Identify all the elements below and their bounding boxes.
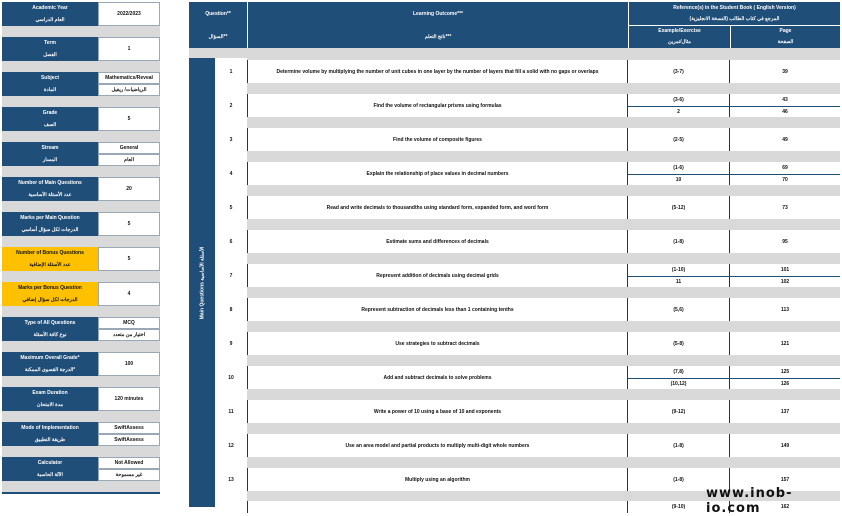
info-value: MCQ (98, 317, 160, 329)
info-label-ar: الفصل (2, 49, 98, 61)
info-row (2, 177, 160, 201)
question-number: 11 (228, 408, 234, 415)
table-row (229, 298, 840, 321)
table-row (229, 128, 840, 151)
example-exercise: (2-5) (628, 128, 730, 151)
question-number: 1 (229, 68, 233, 75)
example-exercise: 10 (628, 175, 730, 186)
learning-outcome: Estimate sums and differences of decimals (247, 230, 628, 253)
info-value-secondary: الرياضيات/ ريفيل (98, 84, 160, 96)
page-number: 157 (780, 476, 790, 483)
example-exercise: (5,6) (628, 298, 730, 321)
info-row (2, 37, 160, 61)
example-exercise: (7,8) (628, 366, 730, 378)
table-row (229, 264, 840, 287)
header-example-ar: مثال/تمرين (628, 36, 730, 48)
info-label-ar: عدد الأسئلة الأساسية (2, 189, 98, 201)
info-label-en: Maximum Overall Grade* (2, 352, 98, 364)
reference-entry (628, 94, 840, 106)
info-value: 100 (98, 352, 160, 376)
table-row (228, 366, 840, 389)
example-exercise: (9-10) (628, 501, 730, 513)
learning-outcome: Use strategies to subtract decimals (247, 332, 628, 355)
table-row (229, 60, 840, 83)
table-row (229, 332, 840, 355)
question-number: 12 (228, 442, 234, 449)
reference-entry (628, 60, 840, 83)
info-row (2, 212, 160, 236)
page-number: 162 (780, 504, 790, 510)
reference-entry (628, 162, 840, 174)
example-exercise: (1-6) (628, 162, 730, 174)
info-row (2, 457, 160, 481)
header-outcome-en: Learning Outcome*** (247, 2, 628, 25)
question-number: 6 (229, 238, 233, 245)
info-label-en: Number of Bonus Questions (2, 247, 98, 259)
header-outcome-ar: ناتج التعلم*** (247, 25, 628, 48)
question-number: 8 (229, 306, 233, 313)
info-value: 2022/2023 (98, 2, 160, 26)
info-label-en: Exam Duration (2, 387, 98, 399)
info-label-en: Calculator (2, 457, 98, 469)
info-label-ar: الدرجات لكل سؤال إضافي (2, 294, 98, 306)
reference-entry (628, 276, 840, 288)
reference-entry (628, 106, 840, 118)
reference-entry (628, 230, 840, 253)
learning-outcome (247, 501, 628, 513)
info-value: 5 (98, 107, 160, 131)
watermark: www.inob-io.com (706, 486, 793, 516)
learning-outcome: Multiply using an algorithm (247, 468, 628, 491)
reference-entry (628, 264, 840, 276)
table-row (229, 196, 840, 219)
reference-entry (628, 196, 840, 219)
info-row (2, 387, 160, 411)
learning-outcome: Read and write decimals to thousandths using standard form, expanded form, and word form (247, 196, 628, 219)
info-label-en: Stream (2, 142, 98, 154)
table-row (229, 230, 840, 253)
page-number: 121 (780, 340, 790, 347)
info-label-en: Number of Main Questions (2, 177, 98, 189)
info-value-secondary: SwiftAssess (98, 434, 160, 446)
info-label-ar: الدرجة القصوى الممكنة* (2, 364, 98, 376)
question-number: 13 (228, 476, 234, 483)
info-label-ar: مدة الامتحان (2, 399, 98, 411)
learning-outcome: Determine volume by multiplying the number of unit cubes in one layer by the number of layers that fill a solid with no gaps or overlaps (247, 60, 628, 83)
learning-outcome: Write a power of 10 using a base of 10 and exponents (247, 400, 628, 423)
header-gap (189, 48, 840, 58)
example-exercise: (1-10) (628, 264, 730, 276)
info-row (2, 2, 160, 26)
example-exercise: (1-8) (628, 230, 730, 253)
info-row (2, 247, 160, 271)
info-value-secondary: اختيار من متعدد (98, 329, 160, 341)
info-value: 5 (98, 212, 160, 236)
info-value-secondary: غير مسموحة (98, 469, 160, 481)
question-number (215, 501, 247, 513)
example-exercise: (1-8) (628, 434, 730, 457)
question-number: 9 (229, 340, 233, 347)
example-exercise: (5-8) (628, 332, 730, 355)
info-row (2, 317, 160, 341)
table-row (228, 400, 840, 423)
page-number: 43 (782, 96, 788, 103)
info-value: General (98, 142, 160, 154)
info-label-ar: الصف (2, 119, 98, 131)
question-number: 4 (229, 170, 233, 177)
reference-entry (628, 378, 840, 390)
info-value: 4 (98, 282, 160, 306)
header-reference-en: Reference(s) in the Student Book ( English Version) (628, 2, 840, 13)
reference-entry (628, 400, 840, 423)
example-exercise: 11 (628, 277, 730, 288)
header-question-en: Question** (205, 10, 231, 17)
table-row (228, 434, 840, 457)
exam-info-panel (2, 2, 160, 494)
info-label-en: Marks per Main Question (2, 212, 98, 224)
header-page-ar: الصفحة (730, 36, 840, 48)
info-label-ar: العام الدراسي (2, 14, 98, 26)
info-value: 5 (98, 247, 160, 271)
info-value: 1 (98, 37, 160, 61)
info-label-en: Marks per Bonus Question (2, 282, 98, 294)
info-label-ar: نوع كافة الأسئلة (2, 329, 98, 341)
table-row (229, 162, 840, 185)
question-number: 10 (228, 374, 234, 381)
table-header (189, 2, 840, 48)
info-value: 120 minutes (98, 387, 160, 411)
reference-entry (628, 298, 840, 321)
info-row (2, 142, 160, 166)
table-body (189, 58, 840, 510)
learning-outcome: Represent addition of decimals using decimal grids (247, 264, 628, 287)
page-number: 149 (780, 442, 790, 449)
info-row (2, 422, 160, 446)
page-number: 102 (780, 278, 790, 285)
table-rows (228, 58, 840, 513)
header-page-en: Page (730, 25, 840, 36)
question-table (189, 2, 840, 510)
page-number: 73 (782, 204, 788, 211)
learning-outcome: Explain the relationship of place values in decimal numbers (247, 162, 628, 185)
table-row (229, 94, 840, 117)
page-number: 137 (780, 408, 790, 415)
page-number: 126 (780, 380, 790, 387)
info-label-en: Type of All Questions (2, 317, 98, 329)
info-row (2, 107, 160, 131)
info-row (2, 352, 160, 376)
info-label-en: Mode of Implementation (2, 422, 98, 434)
page-number: 39 (782, 68, 788, 75)
reference-entry (628, 174, 840, 186)
header-question-ar: السؤال** (208, 33, 228, 40)
reference-entry (628, 434, 840, 457)
learning-outcome: Find the volume of rectangular prisms using formulas (247, 94, 628, 117)
page-number: 101 (780, 266, 790, 273)
example-exercise: 2 (628, 107, 730, 118)
learning-outcome: Use an area model and partial products to multiply multi-digit whole numbers (247, 434, 628, 457)
info-row (2, 72, 160, 96)
header-example-en: Example/Exercise (628, 25, 730, 36)
info-row (2, 282, 160, 306)
question-number: 3 (229, 136, 233, 143)
page-number: 70 (782, 176, 788, 183)
example-exercise: (3-6) (628, 94, 730, 106)
info-label-en: Subject (2, 72, 98, 84)
page-number: 113 (780, 306, 790, 313)
info-value: Mathematics/Reveal (98, 72, 160, 84)
info-label-ar: الآلة الحاسبة (2, 469, 98, 481)
info-value: 20 (98, 177, 160, 201)
info-label-en: Term (2, 37, 98, 49)
info-label-ar: المادة (2, 84, 98, 96)
info-label-ar: طريقة التطبيق (2, 434, 98, 446)
info-label-en: Grade (2, 107, 98, 119)
example-exercise: (3-7) (628, 60, 730, 83)
reference-entry (628, 366, 840, 378)
page-number: 49 (782, 136, 788, 143)
question-number: 7 (229, 272, 233, 279)
page-number: 125 (780, 368, 790, 375)
question-number: 5 (229, 204, 233, 211)
info-label-en: Academic Year (2, 2, 98, 14)
info-value: SwiftAssess (98, 422, 160, 434)
info-label-ar: المسار (2, 154, 98, 166)
info-value-secondary: العام (98, 154, 160, 166)
header-reference-ar: المرجع في كتاب الطالب (النسخة الانجليزية) (628, 13, 840, 25)
info-label-ar: عدد الأسئلة الإضافية (2, 259, 98, 271)
example-exercise: (9-12) (628, 400, 730, 423)
main-questions-label: Main Questions الأسئلة الأساسية (189, 58, 215, 507)
example-exercise: (1-8) (628, 468, 730, 491)
page-number: 69 (782, 164, 788, 171)
page-number: 46 (782, 108, 788, 115)
question-number: 2 (229, 102, 233, 109)
reference-entry (628, 128, 840, 151)
example-exercise: (10,12) (628, 379, 730, 390)
page-number: 95 (782, 238, 788, 245)
learning-outcome: Represent subtraction of decimals less than 1 containing tenths (247, 298, 628, 321)
reference-entry (628, 332, 840, 355)
learning-outcome: Add and subtract decimals to solve problems (247, 366, 628, 389)
learning-outcome: Find the volume of composite figures (247, 128, 628, 151)
info-value: Not Allowed (98, 457, 160, 469)
example-exercise: (5-12) (628, 196, 730, 219)
info-label-ar: الدرجات لكل سؤال أساسي (2, 224, 98, 236)
